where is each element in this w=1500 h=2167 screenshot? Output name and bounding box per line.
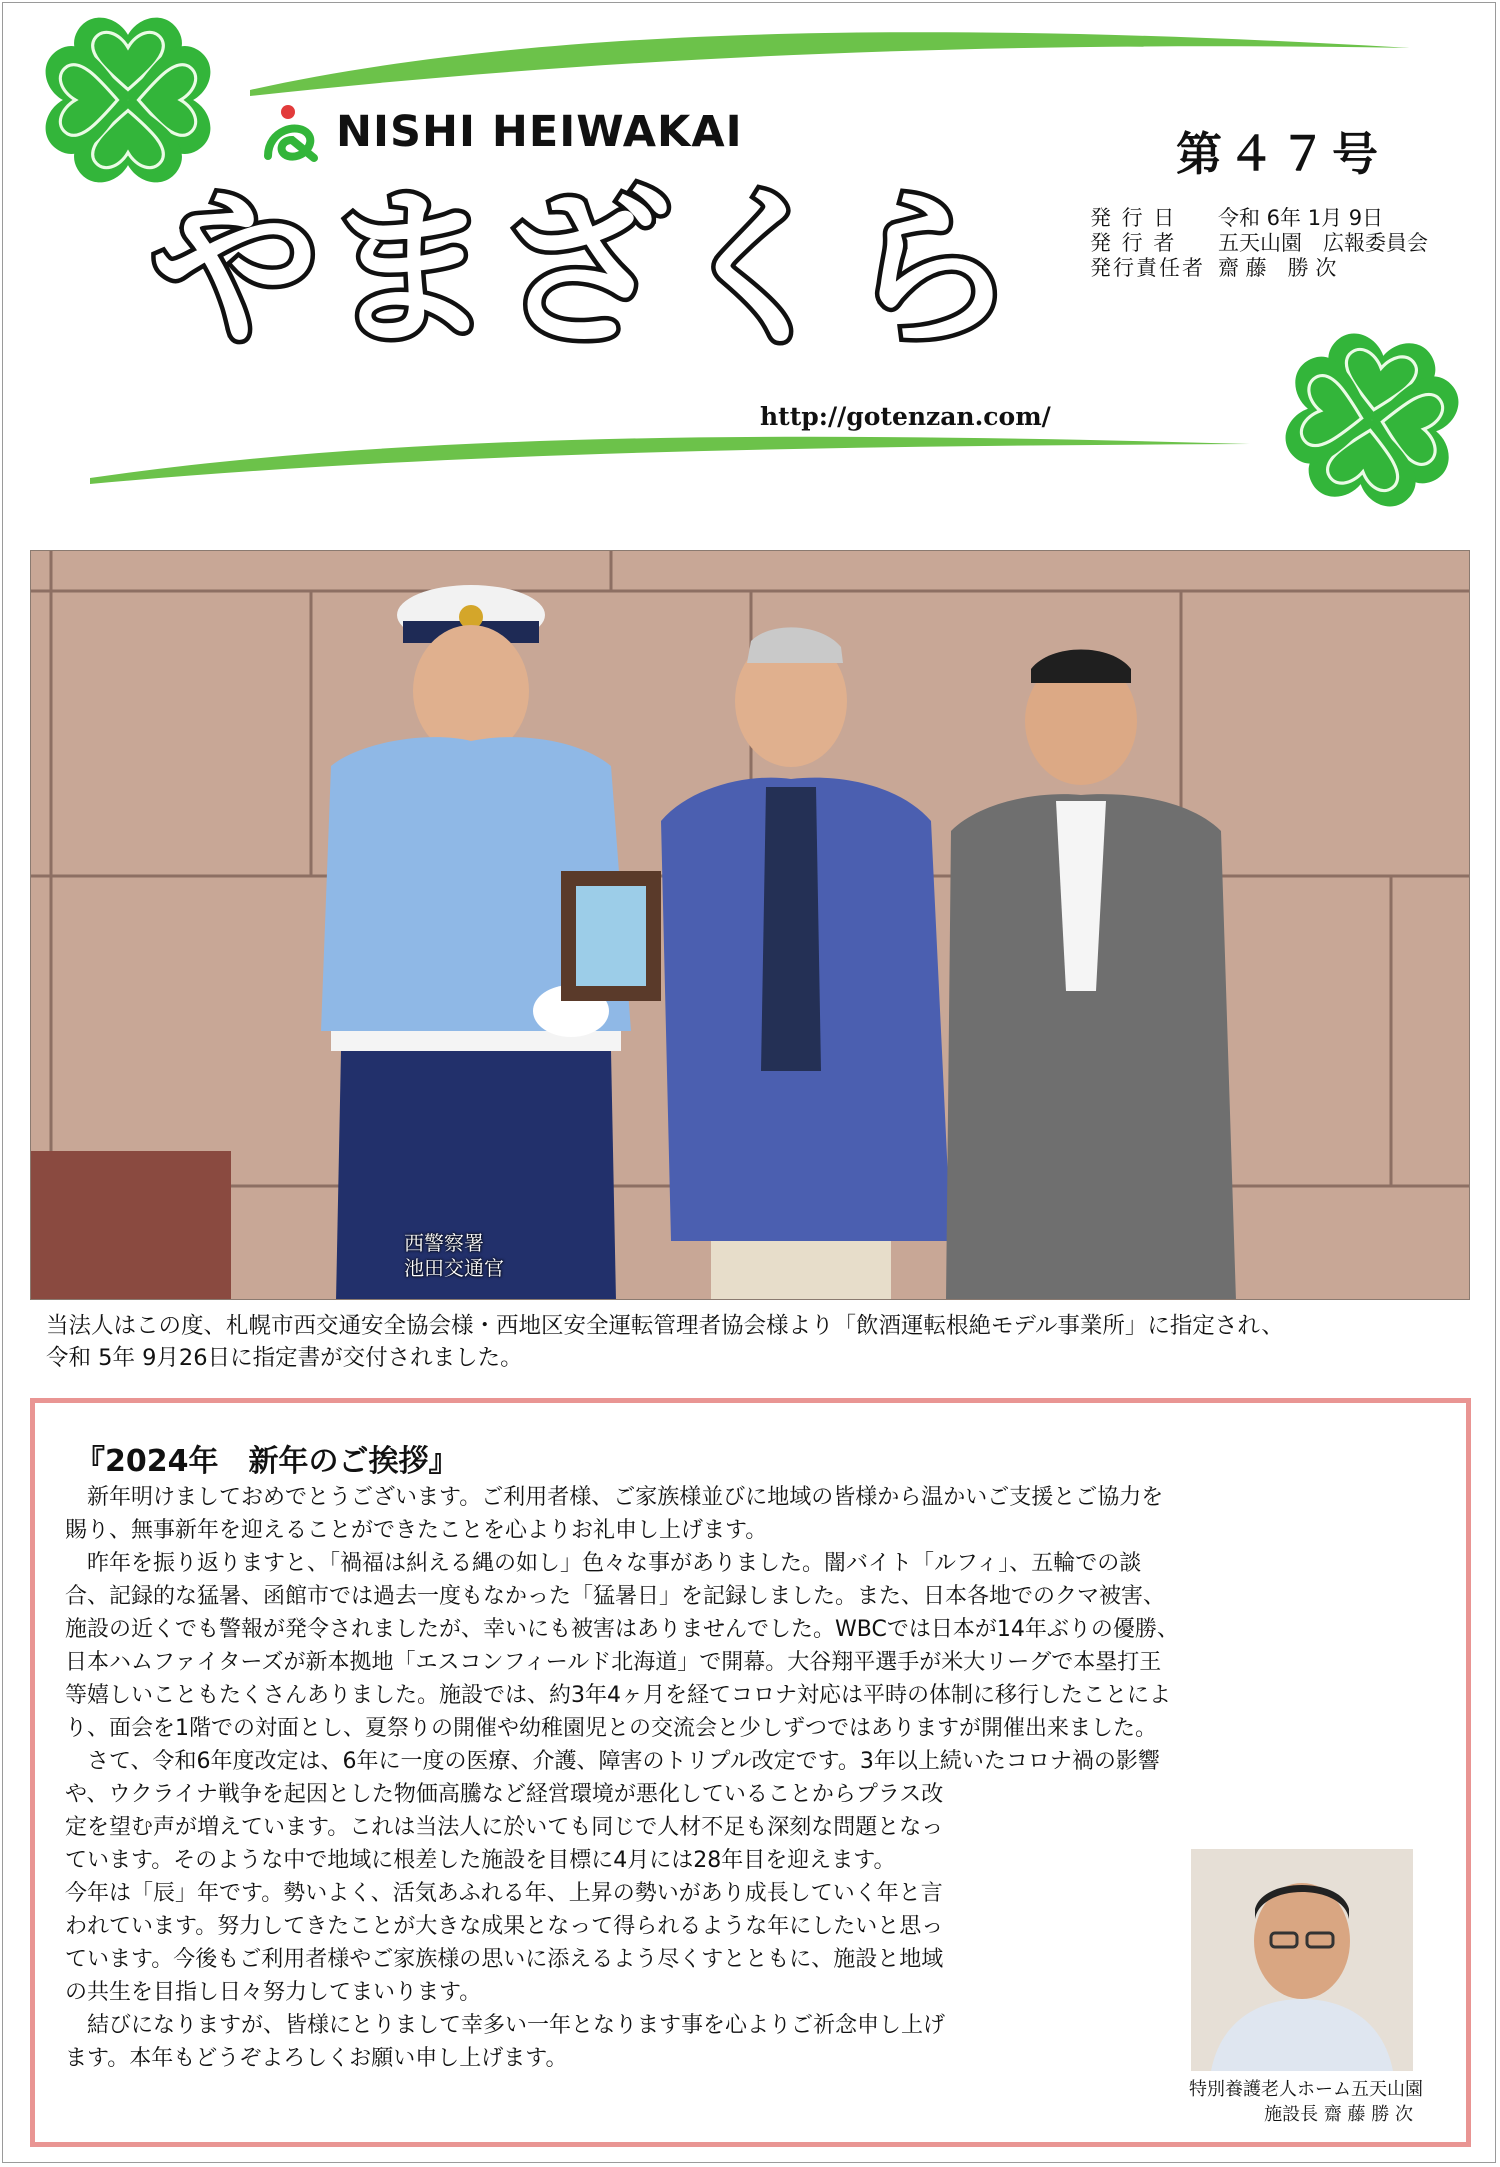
photo-credit-line: 西警察署 (404, 1231, 484, 1255)
issue-number: 第４７号 (1176, 127, 1384, 181)
body-line: 新年明けましておめでとうございます。ご利用者様、ご家族様並びに地域の皆様から温かいご支援とご協力を (65, 1485, 1164, 1510)
photo-credit (404, 1231, 504, 1281)
body-line: 昨年を振り返りますと、「禍福は糾える縄の如し」色々な事がありました。闇バイト「ルフィ」、五輪での談 (65, 1551, 1142, 1576)
photo-caption (46, 1310, 1466, 1374)
pub-row-responsible (1090, 256, 1428, 281)
clover-icon (46, 18, 211, 183)
portrait-caption-line: 施設長 齋 藤 勝 次 (1264, 2104, 1413, 2125)
portrait-caption-line: 特別養護老人ホーム五天山園 (1189, 2079, 1423, 2100)
director-portrait (1191, 1849, 1413, 2071)
pub-value: 令和 6年 1月 9日 (1218, 206, 1384, 230)
director-portrait-illustration (1191, 1849, 1413, 2071)
pub-label: 発 行 日 (1090, 206, 1177, 230)
body-line: や、ウクライナ戦争を起因とした物価高騰など経営環境が悪化していることからプラス改 (65, 1782, 944, 1807)
body-line: ています。今後もご利用者様やご家族様の思いに添えるよう尽くすとともに、施設と地域 (65, 1947, 944, 1972)
article-title: 『2024年 新年のご挨拶』 (75, 1444, 459, 1479)
body-line: の共生を目指し日々努力してまいります。 (65, 1980, 482, 2005)
portrait-caption (1171, 2077, 1441, 2127)
clover-icon (1281, 329, 1462, 510)
body-line: 結びになりますが、皆様にとりまして幸多い一年となります事を心よりご祈念申し上げ (65, 2013, 946, 2038)
nishi-heiwakai-logo-icon (258, 100, 322, 164)
article-body (65, 1481, 1179, 2075)
body-line: 今年は「辰」年です。勢いよく、活気あふれる年、上昇の勢いがあり成長していく年と言 (65, 1881, 943, 1906)
award-photo-illustration (31, 551, 1470, 1300)
new-year-greeting-article (30, 1398, 1471, 2147)
pub-row-publisher (1090, 231, 1428, 256)
body-line: ています。そのような中で地域に根差した施設を目標に4月には28年目を迎えます。 (65, 1848, 896, 1873)
body-line: われています。努力してきたことが大きな成果となって得られるような年にしたいと思っ (65, 1914, 944, 1939)
body-line: ます。本年もどうぞよろしくお願い申し上げます。 (65, 2046, 568, 2071)
award-photo (30, 550, 1470, 1300)
body-line: 等嬉しいこともたくさんありました。施設では、約3年4ヶ月を経てコロナ対応は平時の体制に移行したことによ (65, 1683, 1171, 1708)
org-name: NISHI HEIWAKAI (336, 107, 743, 157)
body-line: 賜り、無事新年を迎えることができたことを心よりお礼申し上げます。 (65, 1518, 768, 1543)
body-line: り、面会を1階での対面とし、夏祭りの開催や幼稚園児との交流会と少しずつではありますが開催出来ました。 (65, 1716, 1158, 1741)
body-line: 合、記録的な猛暑、函館市では過去一度もなかった「猛暑日」を記録しました。また、日本各地でのクマ被害、 (65, 1584, 1166, 1609)
publication-info (1090, 206, 1428, 281)
body-line: 定を望む声が増えています。これは当法人に於いても同じで人材不足も深刻な問題となっ (65, 1815, 944, 1840)
pub-label: 発行責任者 (1090, 256, 1205, 280)
photo-credit-line: 池田交通官 (404, 1256, 504, 1280)
photo-caption-line: 令和 5年 9月26日に指定書が交付されました。 (46, 1345, 523, 1371)
pub-row-date (1090, 206, 1428, 231)
newsletter-title: やまざくら (150, 171, 1021, 369)
pub-value: 五天山園 広報委員会 (1218, 231, 1428, 255)
website-url[interactable]: http://gotenzan.com/ (760, 402, 1051, 431)
body-line: 施設の近くでも警報が発令されましたが、幸いにも被害はありませんでした。WBCでは日本が14年ぶりの優勝、 (65, 1617, 1179, 1642)
brand (258, 100, 743, 164)
photo-caption-line: 当法人はこの度、札幌市西交通安全協会様・西地区安全運転管理者協会様より「飲酒運転根絶モデル事業所」に指定され、 (46, 1313, 1284, 1339)
body-line: 日本ハムファイターズが新本拠地「エスコンフィールド北海道」で開幕。大谷翔平選手が米大リーグで本塁打王 (65, 1650, 1162, 1675)
body-line: さて、令和6年度改定は、6年に一度の医療、介護、障害のトリプル改定です。3年以上続いたコロナ禍の影響 (65, 1749, 1160, 1774)
pub-label: 発 行 者 (1090, 231, 1177, 255)
pub-value: 齋 藤 勝 次 (1218, 256, 1337, 280)
